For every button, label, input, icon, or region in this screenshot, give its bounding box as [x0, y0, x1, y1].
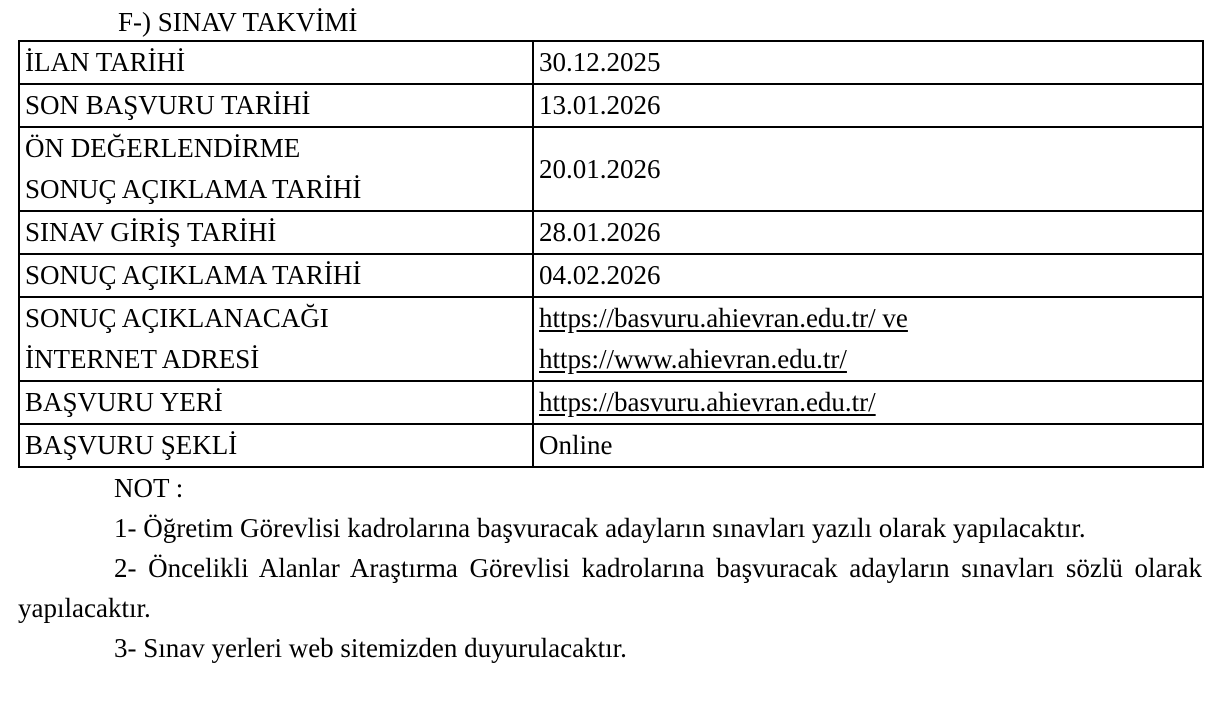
row-label-line-1: SONUÇ AÇIKLANACAĞI	[25, 303, 329, 333]
row-value-cell	[533, 41, 1203, 84]
notes-section	[18, 468, 1202, 668]
row-value: 04.02.2026	[539, 260, 661, 290]
note-item-1: 1- Öğretim Görevlisi kadrolarına başvuracak adayların sınavları yazılı olarak yapılacaktır.	[114, 513, 1086, 543]
row-label-line-1: ÖN DEĞERLENDİRME	[25, 133, 301, 163]
results-link-www[interactable]: https://www.ahievran.edu.tr/	[539, 344, 847, 374]
table-row	[19, 127, 1203, 211]
row-label-cell	[19, 211, 533, 254]
row-value-cell	[533, 211, 1203, 254]
row-value: 20.01.2026	[539, 153, 661, 184]
table-row	[19, 84, 1203, 127]
table-row	[19, 424, 1203, 467]
row-label: İLAN TARİHİ	[25, 47, 186, 77]
row-label: SONUÇ AÇIKLAMA TARİHİ	[25, 260, 362, 290]
row-value: Online	[539, 430, 613, 460]
row-label-line-2: SONUÇ AÇIKLAMA TARİHİ	[25, 174, 362, 204]
row-label-cell	[19, 297, 533, 381]
row-value-cell	[533, 381, 1203, 424]
table-row	[19, 211, 1203, 254]
exam-schedule-table	[18, 40, 1204, 468]
row-value-cell	[533, 127, 1203, 211]
row-label: SON BAŞVURU TARİHİ	[25, 90, 311, 120]
row-value-cell	[533, 297, 1203, 381]
table-row	[19, 381, 1203, 424]
row-label: BAŞVURU YERİ	[25, 387, 223, 417]
row-label-cell	[19, 41, 533, 84]
row-label-cell	[19, 127, 533, 211]
row-label-cell	[19, 84, 533, 127]
note-item-3: 3- Sınav yerleri web sitemizden duyurulacaktır.	[114, 633, 627, 663]
section-title: F-) SINAV TAKVİMİ	[118, 7, 358, 37]
row-value-cell	[533, 424, 1203, 467]
table-row	[19, 41, 1203, 84]
notes-heading: NOT :	[114, 473, 184, 503]
row-value: 13.01.2026	[539, 90, 661, 120]
table-row	[19, 297, 1203, 381]
row-label-cell	[19, 424, 533, 467]
application-link[interactable]: https://basvuru.ahievran.edu.tr/	[539, 387, 876, 417]
note-item-2: 2- Öncelikli Alanlar Araştırma Görevlisi kadrolarına başvuracak adayların sınavları sözlü olarak yapılacaktır.	[18, 553, 1202, 623]
results-link-basvuru[interactable]: https://basvuru.ahievran.edu.tr/ ve	[539, 303, 908, 333]
row-value-cell	[533, 84, 1203, 127]
row-value: 28.01.2026	[539, 217, 661, 247]
row-value-cell	[533, 254, 1203, 297]
row-value: 30.12.2025	[539, 47, 661, 77]
table-row	[19, 254, 1203, 297]
row-label: BAŞVURU ŞEKLİ	[25, 430, 238, 460]
row-label-cell	[19, 254, 533, 297]
row-label: SINAV GİRİŞ TARİHİ	[25, 217, 277, 247]
row-label-cell	[19, 381, 533, 424]
row-label-line-2: İNTERNET ADRESİ	[25, 344, 260, 374]
